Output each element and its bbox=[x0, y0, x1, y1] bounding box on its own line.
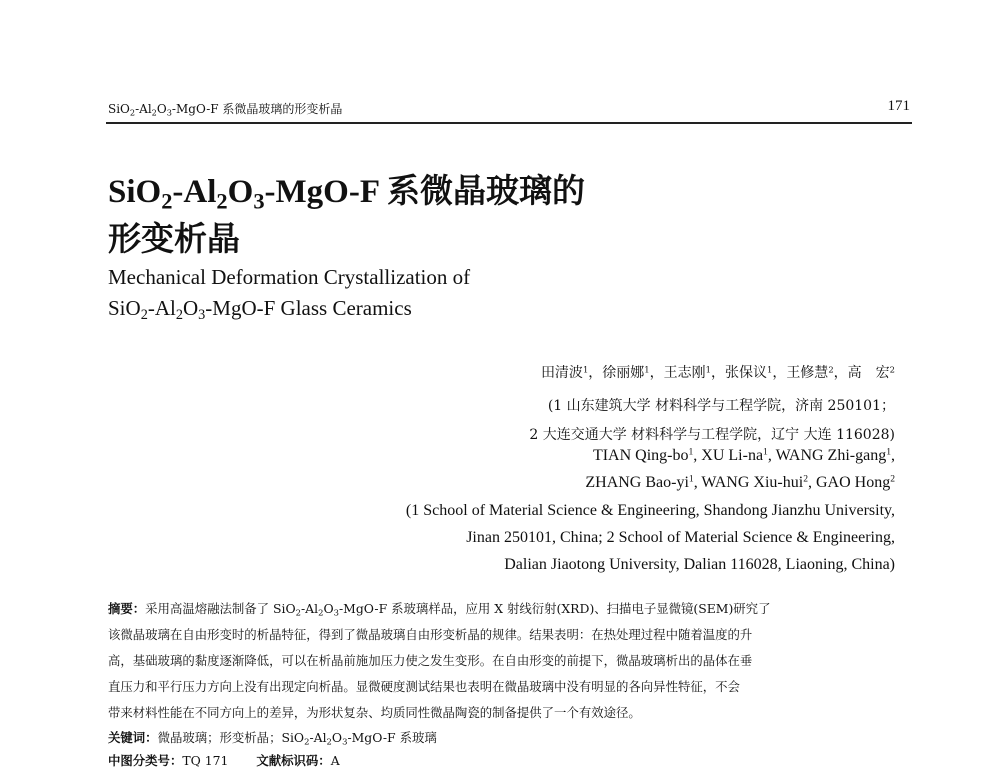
classification-line: 中图分类号：TQ 171 文献标识码：A bbox=[108, 753, 340, 768]
authors-chinese: 田清波$^1$，徐丽娜$^1$，王志刚$^1$，张保议$^1$，王修慧$^2$，高 宏$^2$ bbox=[540, 364, 895, 381]
affiliation-english-1: (1 School of Material Science & Engineering, Shandong Jianzhu University, bbox=[405, 502, 895, 519]
keywords-label: 关键词： bbox=[108, 730, 158, 745]
title-chinese-line1: $SiO_2-Al_2O_3-MgO-F$ 系微晶玻璃的 bbox=[108, 174, 586, 214]
affiliation-chinese-1: (1 山东建筑大学 材料科学与工程学院，济南 250101； bbox=[547, 398, 895, 414]
affiliation-chinese-2: 2 大连交通大学 材料科学与工程学院，辽宁 大连 116028) bbox=[529, 427, 895, 443]
header-rule bbox=[106, 122, 912, 124]
abstract-line-5: 带来材料性能在不同方向上的差异，为形状复杂、均质同性微晶陶瓷的制备提供了一个有效途径。 bbox=[108, 705, 641, 720]
title-chinese bbox=[108, 168, 585, 264]
title-english-line2: $SiO_2-Al_2O_3-MgO-F$ Glass Ceramics bbox=[108, 296, 412, 323]
abstract-line-4: 直压力和平行压力方向上没有出现定向析晶。显微硬度测试结果也表明在微晶玻璃中没有明显的各向异性特征，不会 bbox=[108, 679, 740, 694]
abstract-line-1: 摘要：采用高温熔融法制备了 $SiO_2-Al_2O_3-MgO-F$ 系玻璃样品，应用 X 射线衍射(XRD)、扫描电子显微镜(SEM)研究了 bbox=[108, 601, 771, 618]
classification-label: 中图分类号： bbox=[108, 753, 183, 768]
authors-english-2: ZHANG Bao-$yi^1$, WANG Xiu-hui$^2$, GAO Hong$^2$ bbox=[585, 473, 895, 491]
affiliation-english-3: Dalian Jiaotong University, Dalian 116028, Liaoning, China) bbox=[504, 556, 895, 573]
abstract-label: 摘要： bbox=[108, 601, 146, 616]
title-english-line1: Mechanical Deformation Crystallization of bbox=[108, 265, 471, 289]
document-code-label: 文献标识码： bbox=[256, 753, 331, 768]
page-number: 171 bbox=[887, 98, 910, 114]
title-english bbox=[108, 262, 470, 324]
abstract-line-2: 该微晶玻璃在自由形变时的析晶特征，得到了微晶玻璃自由形变析晶的规律。结果表明：在热处理过程中随着温度的升 bbox=[108, 627, 753, 642]
keywords-line: 关键词：微晶玻璃；形变析晶；$SiO_2-Al_2O_3-MgO-F$ 系玻璃 bbox=[108, 730, 437, 747]
authors-english-1: TIAN Qing-$bo^1$, XU $Li-na^1$, WANG Zhi-gang$^1$, bbox=[592, 446, 895, 464]
running-title: $SiO_2-Al_2O_3-MgO-F$ 系微晶玻璃的形变析晶 bbox=[108, 102, 343, 118]
title-chinese-line2: 形变析晶 bbox=[108, 222, 240, 258]
abstract-line-3: 高，基础玻璃的黏度逐渐降低，可以在析晶前施加压力使之发生变形。在自由形变的前提下，微晶玻璃析出的晶体在垂 bbox=[108, 653, 753, 668]
affiliation-english-2: Jinan 250101, China; 2 School of Material Science & Engineering, bbox=[466, 529, 895, 546]
